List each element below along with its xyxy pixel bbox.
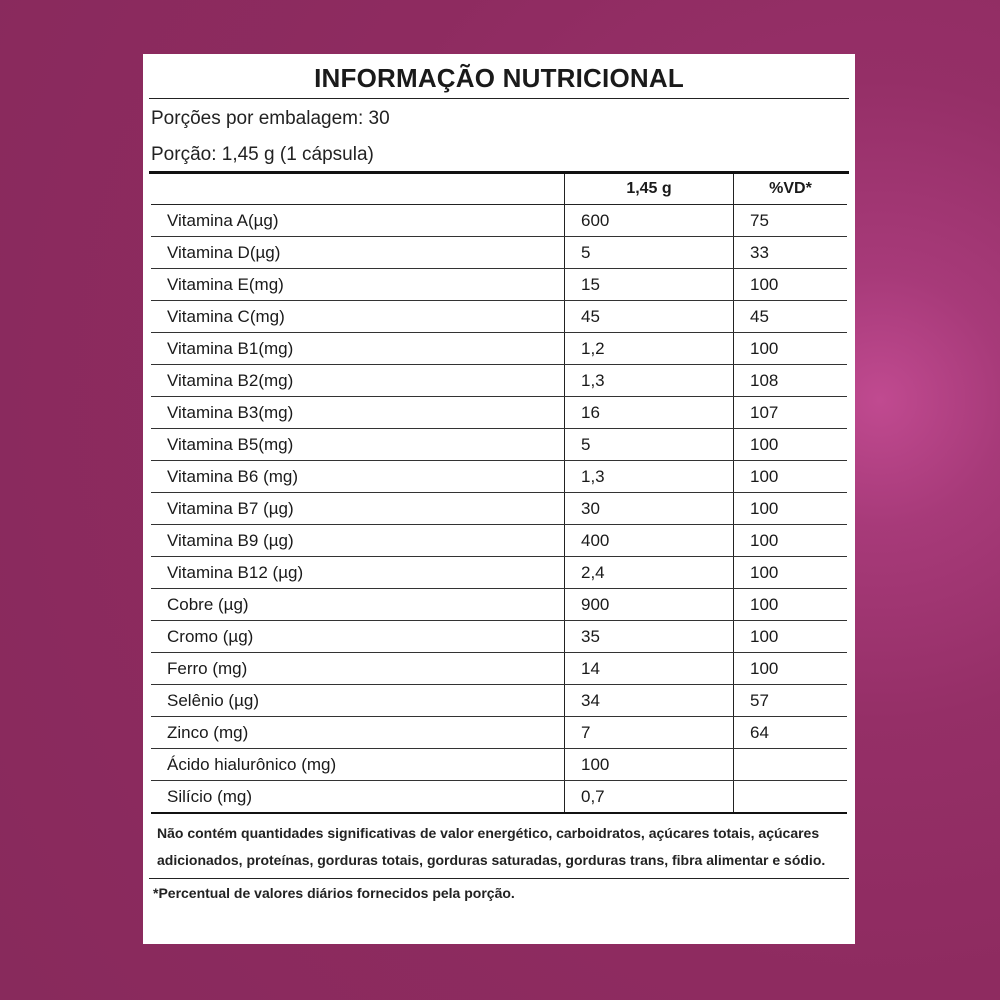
- nutrient-daily-value: 64: [734, 717, 848, 749]
- nutrient-amount: 15: [565, 269, 734, 301]
- table-header-row: [151, 174, 847, 205]
- header-amount: 1,45 g: [565, 174, 734, 205]
- nutrient-daily-value: 100: [734, 589, 848, 621]
- nutrient-name: Vitamina B7 (µg): [151, 493, 565, 525]
- header-daily-value: %VD*: [734, 174, 848, 205]
- nutrient-amount: 35: [565, 621, 734, 653]
- nutrient-amount: 34: [565, 685, 734, 717]
- nutrient-amount: 1,2: [565, 333, 734, 365]
- servings-per-package: Porções por embalagem: 30: [151, 108, 390, 129]
- nutrient-name: Ferro (mg): [151, 653, 565, 685]
- nutrient-name: Vitamina B5(mg): [151, 429, 565, 461]
- table-row: [151, 653, 847, 685]
- nutrient-daily-value: 107: [734, 397, 848, 429]
- table-row: [151, 749, 847, 781]
- serving-size: Porção: 1,45 g (1 cápsula): [149, 135, 849, 174]
- not-significant-note: Não contém quantidades significativas de valor energético, carboidratos, açúcares totais, açúcares adicionados, proteínas, gorduras totais, gorduras saturadas, gorduras trans, fibra alimentar e sódio.: [149, 814, 849, 879]
- table-row: [151, 621, 847, 653]
- nutrient-name: Vitamina A(µg): [151, 205, 565, 237]
- nutrient-daily-value: 75: [734, 205, 848, 237]
- nutrient-amount: 900: [565, 589, 734, 621]
- nutrient-name: Vitamina E(mg): [151, 269, 565, 301]
- table-row: [151, 397, 847, 429]
- nutrient-daily-value: 100: [734, 557, 848, 589]
- table-row: [151, 237, 847, 269]
- nutrient-name: Silício (mg): [151, 781, 565, 814]
- header-nutrient: [151, 174, 565, 205]
- nutrient-name: Vitamina B3(mg): [151, 397, 565, 429]
- nutrient-amount: 45: [565, 301, 734, 333]
- nutrient-daily-value: 100: [734, 621, 848, 653]
- daily-value-footnote: *Percentual de valores diários fornecidos pela porção.: [153, 885, 515, 901]
- nutrient-daily-value: [734, 781, 848, 814]
- nutrition-facts-panel: [143, 54, 855, 944]
- nutrition-facts-content: [149, 54, 849, 907]
- nutrient-name: Cromo (µg): [151, 621, 565, 653]
- nutrient-amount: 1,3: [565, 461, 734, 493]
- nutrient-daily-value: 108: [734, 365, 848, 397]
- table-row: [151, 333, 847, 365]
- nutrient-daily-value: 45: [734, 301, 848, 333]
- nutrient-name: Vitamina B12 (µg): [151, 557, 565, 589]
- nutrient-name: Vitamina B6 (mg): [151, 461, 565, 493]
- nutrient-amount: 0,7: [565, 781, 734, 814]
- panel-title: INFORMAÇÃO NUTRICIONAL: [149, 54, 849, 99]
- nutrient-name: Zinco (mg): [151, 717, 565, 749]
- table-row: [151, 301, 847, 333]
- nutrient-amount: 16: [565, 397, 734, 429]
- nutrient-name: Ácido hialurônico (mg): [151, 749, 565, 781]
- table-row: [151, 493, 847, 525]
- nutrient-amount: 100: [565, 749, 734, 781]
- nutrient-name: Cobre (µg): [151, 589, 565, 621]
- table-row: [151, 269, 847, 301]
- nutrient-daily-value: 100: [734, 653, 848, 685]
- nutrient-name: Vitamina B1(mg): [151, 333, 565, 365]
- nutrient-name: Vitamina B2(mg): [151, 365, 565, 397]
- nutrient-daily-value: 57: [734, 685, 848, 717]
- nutrient-amount: 14: [565, 653, 734, 685]
- nutrient-daily-value: 100: [734, 525, 848, 557]
- nutrient-amount: 2,4: [565, 557, 734, 589]
- nutrient-amount: 400: [565, 525, 734, 557]
- nutrient-amount: 30: [565, 493, 734, 525]
- nutrient-daily-value: [734, 749, 848, 781]
- nutrient-amount: 5: [565, 429, 734, 461]
- table-row: [151, 461, 847, 493]
- nutrient-daily-value: 33: [734, 237, 848, 269]
- nutrient-table: [151, 174, 847, 814]
- table-row: [151, 557, 847, 589]
- nutrient-daily-value: 100: [734, 429, 848, 461]
- nutrient-table-body: [151, 205, 847, 814]
- nutrient-amount: 1,3: [565, 365, 734, 397]
- nutrient-name: Selênio (µg): [151, 685, 565, 717]
- nutrient-amount: 600: [565, 205, 734, 237]
- table-row: [151, 685, 847, 717]
- table-row: [151, 205, 847, 237]
- table-row: [151, 717, 847, 749]
- table-row: [151, 429, 847, 461]
- nutrient-name: Vitamina C(mg): [151, 301, 565, 333]
- nutrient-daily-value: 100: [734, 269, 848, 301]
- table-row: [151, 525, 847, 557]
- table-row: [151, 781, 847, 814]
- nutrient-daily-value: 100: [734, 461, 848, 493]
- nutrient-amount: 7: [565, 717, 734, 749]
- nutrient-amount: 5: [565, 237, 734, 269]
- nutrient-name: Vitamina D(µg): [151, 237, 565, 269]
- nutrient-daily-value: 100: [734, 493, 848, 525]
- table-row: [151, 589, 847, 621]
- nutrient-daily-value: 100: [734, 333, 848, 365]
- table-row: [151, 365, 847, 397]
- nutrient-name: Vitamina B9 (µg): [151, 525, 565, 557]
